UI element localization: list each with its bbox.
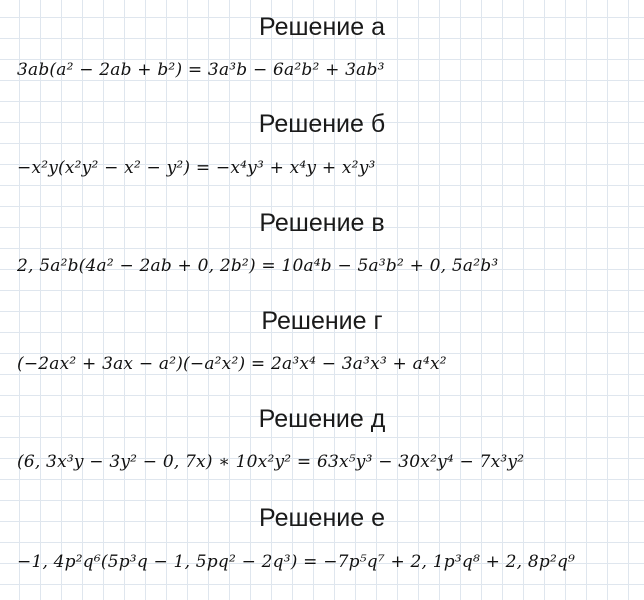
solution-formula: −1, 4p²q⁶(5p³q − 1, 5pq² − 2q³) = −7p⁵q⁷ + 2, 1p³q⁸ + 2, 8p²q⁹	[17, 552, 576, 572]
solution-formula: 3ab(a² − 2ab + b²) = 3a³b − 6a²b² + 3ab³	[17, 60, 385, 80]
solution-g	[0, 306, 644, 336]
solution-heading: Решение а	[259, 13, 385, 41]
solution-v	[0, 208, 644, 238]
solution-b	[0, 109, 644, 139]
solution-heading: Решение в	[259, 209, 385, 237]
solution-formula: −x²y(x²y² − x² − y²) = −x⁴y³ + x⁴y + x²y³	[17, 158, 376, 178]
solution-heading: Решение д	[258, 405, 386, 433]
solution-heading: Решение е	[259, 504, 385, 532]
solution-a	[0, 12, 644, 42]
solution-formula: 2, 5a²b(4a² − 2ab + 0, 2b²) = 10a⁴b − 5a³b² + 0, 5a²b³	[17, 256, 499, 276]
solution-formula: (6, 3x³y − 3y² − 0, 7x) ∗ 10x²y² = 63x⁵y³ − 30x²y⁴ − 7x³y²	[17, 452, 525, 472]
solution-e	[0, 503, 644, 533]
solution-d	[0, 404, 644, 434]
solution-heading: Решение б	[258, 110, 386, 138]
solution-formula: (−2ax² + 3ax − a²)(−a²x²) = 2a³x⁴ − 3a³x³ + a⁴x²	[17, 354, 447, 374]
solution-heading: Решение г	[261, 307, 383, 335]
